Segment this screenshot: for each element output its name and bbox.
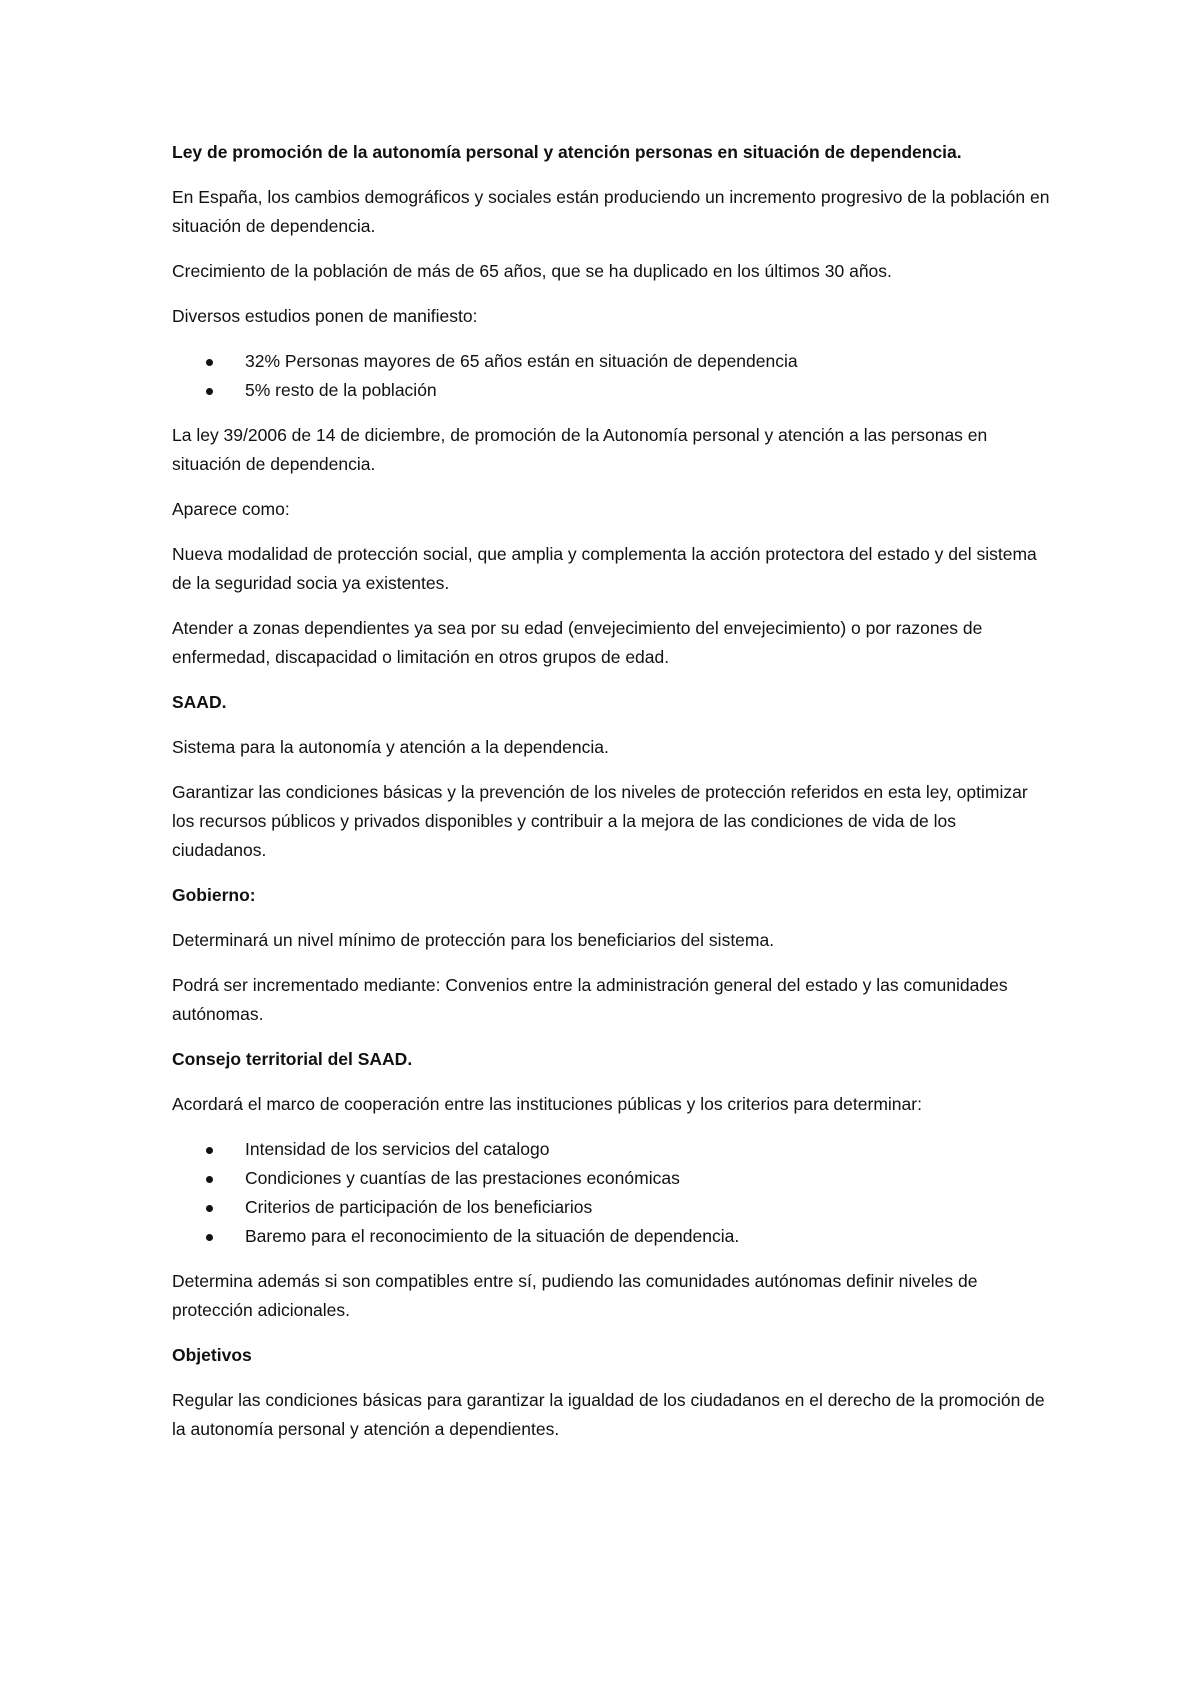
- paragraph-guarantee: Garantizar las condiciones básicas y la prevención de los niveles de protección referidos en esta ley, optimizar los recursos públicos y privados disponibles y contribuir a la mejora de las condiciones de vida de los ciudadanos.: [172, 782, 1028, 860]
- list-item-text: Baremo para el reconocimiento de la situación de dependencia.: [245, 1226, 740, 1246]
- paragraph-law: La ley 39/2006 de 14 de diciembre, de promoción de la Autonomía personal y atención a las personas en situación de dependencia.: [172, 425, 988, 474]
- list-item-text: 32% Personas mayores de 65 años están en situación de dependencia: [245, 351, 798, 371]
- list-item: [172, 1164, 1052, 1193]
- paragraph-growth: Crecimiento de la población de más de 65 años, que se ha duplicado en los últimos 30 años.: [172, 261, 892, 281]
- paragraph-saad-definition: Sistema para la autonomía y atención a la dependencia.: [172, 737, 609, 757]
- list-item: [172, 376, 1052, 405]
- paragraph-attend: Atender a zonas dependientes ya sea por su edad (envejecimiento del envejecimiento) o por razones de enfermedad, discapacidad o limitación en otros grupos de edad.: [172, 618, 983, 667]
- bullet-icon: [206, 1176, 213, 1183]
- paragraph-council-agree: Acordará el marco de cooperación entre las instituciones públicas y los criterios para determinar:: [172, 1094, 922, 1114]
- list-item-text: 5% resto de la población: [245, 380, 437, 400]
- paragraph-also: Determina además si son compatibles entre sí, pudiendo las comunidades autónomas definir niveles de protección adicionales.: [172, 1271, 978, 1320]
- heading-saad: SAAD.: [172, 692, 227, 712]
- bullet-icon: [206, 359, 213, 366]
- list-item-text: Condiciones y cuantías de las prestaciones económicas: [245, 1168, 680, 1188]
- paragraph-studies: Diversos estudios ponen de manifiesto:: [172, 306, 478, 326]
- stats-list: [172, 347, 1052, 405]
- paragraph-gov-increment: Podrá ser incrementado mediante: Convenios entre la administración general del estado y las comunidades autónomas.: [172, 975, 1008, 1024]
- paragraph-regulate: Regular las condiciones básicas para garantizar la igualdad de los ciudadanos en el derecho de la promoción de la autonomía personal y atención a dependientes.: [172, 1390, 1045, 1439]
- paragraph-intro: En España, los cambios demográficos y sociales están produciendo un incremento progresivo de la población en situación de dependencia.: [172, 187, 1050, 236]
- heading-objetivos: Objetivos: [172, 1345, 252, 1365]
- list-item-text: Criterios de participación de los beneficiarios: [245, 1197, 593, 1217]
- paragraph-gov-minimum: Determinará un nivel mínimo de protección para los beneficiarios del sistema.: [172, 930, 775, 950]
- document-page: [172, 138, 1052, 1460]
- list-item: [172, 347, 1052, 376]
- list-item: [172, 1135, 1052, 1164]
- paragraph-modality: Nueva modalidad de protección social, que amplia y complementa la acción protectora del estado y del sistema de la seguridad socia ya existentes.: [172, 544, 1037, 593]
- bullet-icon: [206, 1205, 213, 1212]
- heading-gobierno: Gobierno:: [172, 885, 256, 905]
- bullet-icon: [206, 1234, 213, 1241]
- document-title: Ley de promoción de la autonomía personal y atención personas en situación de dependencia.: [172, 142, 962, 162]
- heading-consejo: Consejo territorial del SAAD.: [172, 1049, 413, 1069]
- list-item: [172, 1222, 1052, 1251]
- list-item: [172, 1193, 1052, 1222]
- council-list: [172, 1135, 1052, 1251]
- list-item-text: Intensidad de los servicios del catalogo: [245, 1139, 550, 1159]
- paragraph-appears: Aparece como:: [172, 499, 290, 519]
- bullet-icon: [206, 388, 213, 395]
- bullet-icon: [206, 1147, 213, 1154]
